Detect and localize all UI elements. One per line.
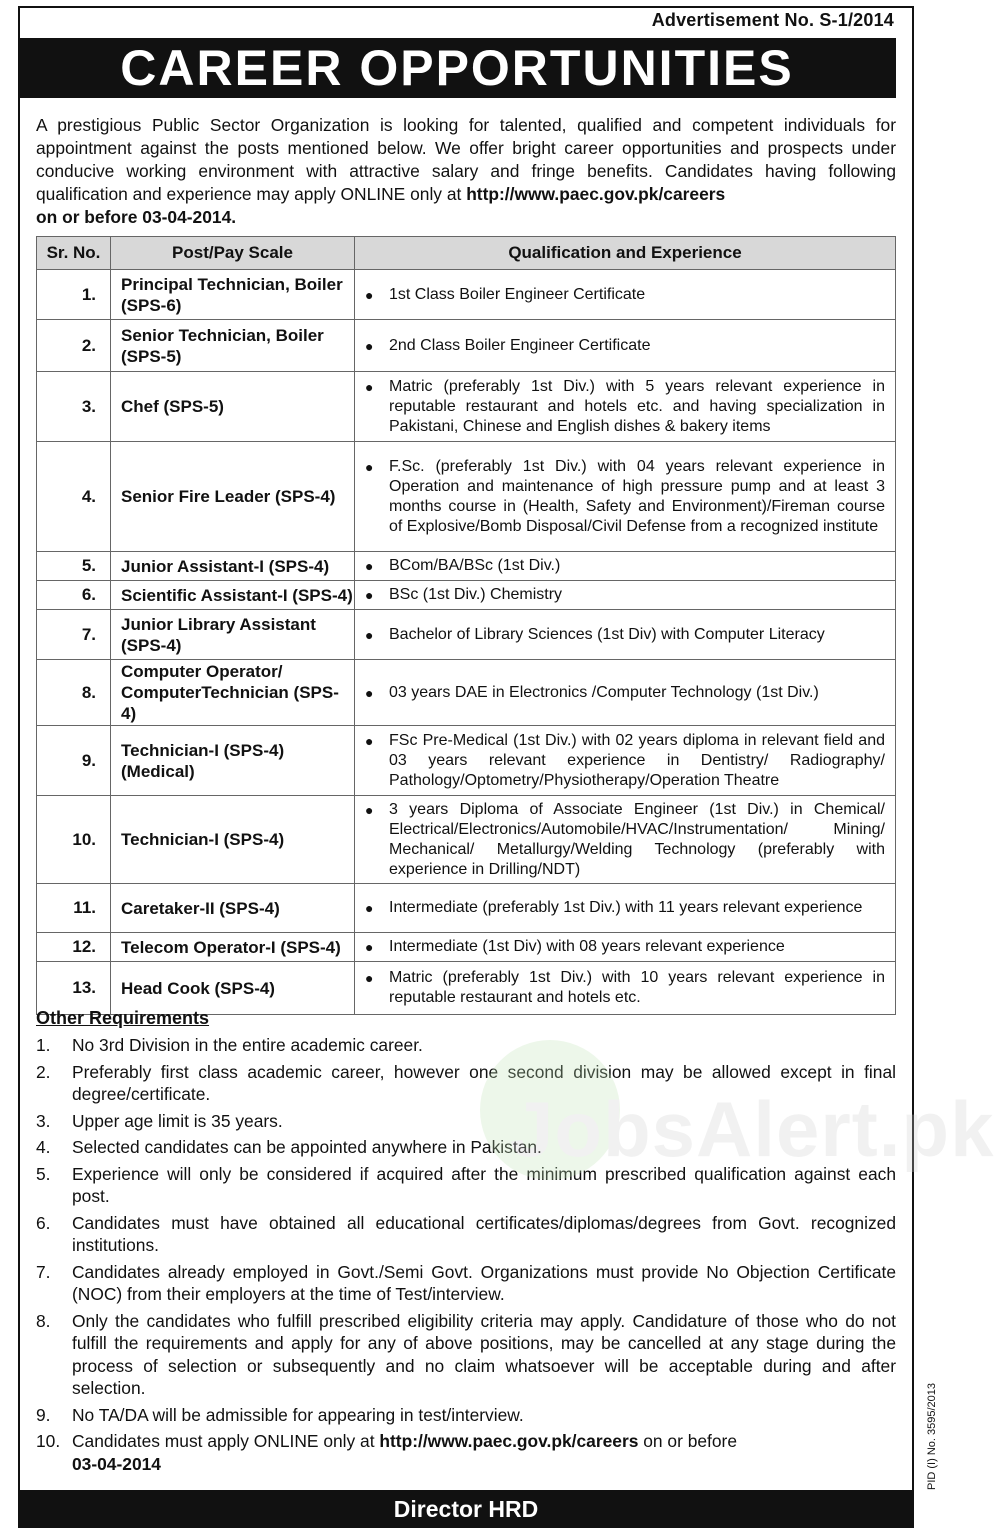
list-item-text: No 3rd Division in the entire academic career.: [72, 1035, 423, 1055]
row-post: Caretaker-II (SPS-4): [111, 884, 355, 933]
header-sr-no: Sr. No.: [37, 237, 111, 270]
list-item-number: 9.: [36, 1404, 51, 1425]
list-item: [36, 1163, 896, 1208]
list-item-text: Experience will only be considered if acquired after the minimum prescribed qualification against each post.: [72, 1163, 896, 1206]
bullet-icon: ●: [365, 732, 374, 749]
list-item: [36, 1404, 896, 1427]
table-row: [37, 442, 896, 552]
row-post: Senior Technician, Boiler (SPS-5): [111, 320, 355, 372]
list-item-text: No TA/DA will be admissible for appearing in test/interview.: [72, 1404, 524, 1425]
row-sr-no: 6.: [37, 581, 111, 610]
table-row: [37, 372, 896, 442]
table-row: [37, 610, 896, 660]
intro-text: A prestigious Public Sector Organization is looking for talented, qualified and competent individuals for appointment against the posts mentioned below. We offer bright career opportunities and prospects under conducive working environment with attractive salary and fringe benefits. Candidates having following qualification and experience may apply ONLINE only at: [36, 115, 896, 204]
list-item-number: 5.: [36, 1163, 51, 1184]
qualification-text: Intermediate (1st Div) with 08 years relevant experience: [389, 938, 785, 955]
list-item-text: Only the candidates who fulfill prescribed eligibility criteria may apply. Candidature of those who do not fulfill the requirements and apply for any of above positions, may be cancelled at any stage during the process of selection or subsequently and no claim whatsoever will be acceptable during and after selection.: [72, 1310, 896, 1398]
table-row: [37, 796, 896, 884]
row-post: Scientific Assistant-I (SPS-4): [111, 581, 355, 610]
row-qualification: [355, 552, 896, 581]
list-item: [36, 1034, 896, 1057]
row-post: Technician-I (SPS-4) (Medical): [111, 726, 355, 796]
list-item-text: Selected candidates can be appointed anywhere in Pakistan.: [72, 1137, 542, 1157]
row-sr-no: 1.: [37, 270, 111, 320]
row-sr-no: 8.: [37, 660, 111, 726]
list-item-number: 10.: [36, 1431, 61, 1451]
bullet-icon: ●: [365, 458, 374, 475]
bullet-icon: ●: [365, 378, 374, 395]
qualification-text: 03 years DAE in Electronics /Computer Technology (1st Div.): [389, 683, 819, 701]
row-post: Principal Technician, Boiler (SPS-6): [111, 270, 355, 320]
row-post: Head Cook (SPS-4): [111, 962, 355, 1015]
list-item-number: 1.: [36, 1035, 51, 1055]
qualification-text: Matric (preferably 1st Div.) with 5 years relevant experience in reputable restaurant and hotels etc. and having specialization in Pakistani, Chinese and English dishes & bakery items: [389, 377, 885, 435]
list-item-text: Candidates must have obtained all educational certificates/diplomas/degrees from Govt. recognized institutions.: [72, 1212, 896, 1255]
qualification-text: 1st Class Boiler Engineer Certificate: [389, 285, 646, 303]
row-sr-no: 3.: [37, 372, 111, 442]
row-post: Junior Assistant-I (SPS-4): [111, 552, 355, 581]
list-item-text: [72, 1430, 896, 1475]
row-sr-no: 7.: [37, 610, 111, 660]
bullet-icon: ●: [365, 587, 374, 603]
list-item-text: Preferably first class academic career, however one second division may be allowed except in final degree/certificate.: [72, 1061, 896, 1104]
pid-number: PID (I) No. 3595/2013: [926, 1382, 938, 1490]
qualification-text: Intermediate (preferably 1st Div.) with 11 years relevant experience: [389, 899, 863, 916]
qualification-text: F.Sc. (preferably 1st Div.) with 04 years relevant experience in Operation and maintenance of high pressure pump and at least 3 months course in (Health, Safety and Environment)/Fireman course of Explosive/Bomb Disposal/Civil Defense from a recognized institute: [389, 457, 885, 535]
page-title: CAREER OPPORTUNITIES: [18, 38, 896, 98]
footer-signature: Director HRD: [18, 1490, 914, 1528]
watermark-text: JobsAlert.pk: [510, 1085, 994, 1173]
posts-table: [36, 236, 896, 1015]
qualification-text: Bachelor of Library Sciences (1st Div) with Computer Literacy: [389, 625, 825, 643]
row-qualification: [355, 962, 896, 1015]
row-qualification: [355, 660, 896, 726]
list-item: [36, 1310, 896, 1400]
qualification-text: 2nd Class Boiler Engineer Certificate: [389, 336, 651, 354]
bullet-icon: ●: [365, 558, 374, 574]
row-post: Telecom Operator-I (SPS-4): [111, 933, 355, 962]
apply-text: Candidates must apply ONLINE only at: [72, 1431, 380, 1451]
row-post: Chef (SPS-5): [111, 372, 355, 442]
header-qualification: Qualification and Experience: [355, 237, 896, 270]
row-sr-no: 13.: [37, 962, 111, 1015]
apply-date: 03-04-2014: [72, 1453, 161, 1474]
list-item-number: 8.: [36, 1310, 51, 1331]
row-post: Technician-I (SPS-4): [111, 796, 355, 884]
table-row: [37, 581, 896, 610]
row-qualification: [355, 796, 896, 884]
list-item-number: 7.: [36, 1261, 51, 1282]
qualification-text: BSc (1st Div.) Chemistry: [389, 586, 563, 603]
list-item-text: Upper age limit is 35 years.: [72, 1110, 283, 1131]
table-row: [37, 726, 896, 796]
bullet-icon: ●: [365, 900, 374, 916]
table-header-row: [37, 237, 896, 270]
row-post: Computer Operator/ ComputerTechnician (SPS-4): [111, 660, 355, 726]
list-item-number: 4.: [36, 1137, 51, 1157]
row-sr-no: 10.: [37, 796, 111, 884]
row-post: Senior Fire Leader (SPS-4): [111, 442, 355, 552]
intro-deadline: on or before 03-04-2014.: [36, 207, 237, 227]
qualification-text: 3 years Diploma of Associate Engineer (1st Div.) in Chemical/ Electrical/Electronics/Automobile/HVAC/Instrumentation/ Mining/ Mechanical/ Metallurgy/Welding Technology (preferably with experience in Drilling/NDT): [389, 800, 885, 878]
list-item: [36, 1136, 896, 1159]
list-item: [36, 1430, 896, 1475]
bullet-icon: ●: [365, 684, 374, 701]
row-qualification: [355, 442, 896, 552]
table-row: [37, 270, 896, 320]
qualification-text: BCom/BA/BSc (1st Div.): [389, 557, 561, 574]
row-qualification: [355, 884, 896, 933]
list-item-number: 2.: [36, 1061, 51, 1082]
row-qualification: [355, 726, 896, 796]
table-row: [37, 884, 896, 933]
qualification-text: Matric (preferably 1st Div.) with 10 years relevant experience in reputable restaurant and hotels etc.: [389, 969, 885, 1006]
intro-paragraph: [36, 114, 896, 229]
row-qualification: [355, 320, 896, 372]
bullet-icon: ●: [365, 939, 374, 955]
row-sr-no: 9.: [37, 726, 111, 796]
other-requirements-title: Other Requirements: [36, 1008, 210, 1028]
bullet-icon: ●: [365, 626, 374, 643]
table-row: [37, 552, 896, 581]
row-sr-no: 2.: [37, 320, 111, 372]
list-item: [36, 1261, 896, 1306]
row-sr-no: 4.: [37, 442, 111, 552]
row-qualification: [355, 270, 896, 320]
bullet-icon: ●: [365, 337, 374, 354]
bullet-icon: ●: [365, 286, 374, 303]
row-qualification: [355, 581, 896, 610]
header-post: Post/Pay Scale: [111, 237, 355, 270]
table-row: [37, 660, 896, 726]
table-row: [37, 962, 896, 1015]
bullet-icon: ●: [365, 801, 374, 818]
row-sr-no: 11.: [37, 884, 111, 933]
row-sr-no: 5.: [37, 552, 111, 581]
row-qualification: [355, 372, 896, 442]
list-item-text: Candidates already employed in Govt./Semi Govt. Organizations must provide No Objection Certificate (NOC) from their employers at the time of Test/interview.: [72, 1261, 896, 1304]
other-requirements-list: [36, 1034, 896, 1479]
apply-url[interactable]: http://www.paec.gov.pk/careers: [379, 1431, 639, 1451]
apply-deadline-text: on or before: [638, 1431, 738, 1451]
list-item-number: 3.: [36, 1110, 51, 1131]
table-row: [37, 933, 896, 962]
qualification-text: FSc Pre-Medical (1st Div.) with 02 years diploma in relevant field and 03 years relevant experience in Dentistry/ Radiography/ Pathology/Optometry/Physiotherapy/Operation Theatre: [389, 731, 885, 789]
row-qualification: [355, 933, 896, 962]
list-item: [36, 1212, 896, 1257]
row-post: Junior Library Assistant (SPS-4): [111, 610, 355, 660]
row-sr-no: 12.: [37, 933, 111, 962]
table-row: [37, 320, 896, 372]
row-qualification: [355, 610, 896, 660]
list-item: [36, 1061, 896, 1106]
list-item-number: 6.: [36, 1212, 51, 1233]
advertisement-number: Advertisement No. S-1/2014: [651, 10, 894, 30]
list-item: [36, 1110, 896, 1133]
intro-url[interactable]: http://www.paec.gov.pk/careers: [466, 184, 726, 204]
bullet-icon: ●: [365, 970, 374, 986]
